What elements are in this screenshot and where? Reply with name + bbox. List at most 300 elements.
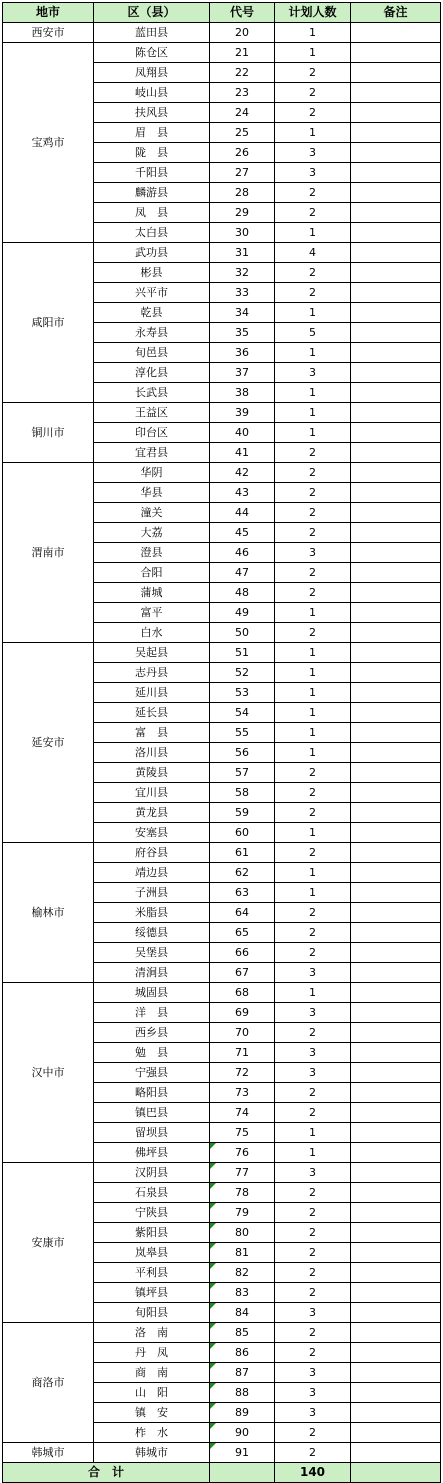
county-cell[interactable]: 勉 县 — [94, 1043, 210, 1063]
note-cell[interactable] — [351, 323, 441, 343]
county-cell[interactable]: 略阳县 — [94, 1083, 210, 1103]
plan-cell[interactable]: 1 — [275, 423, 351, 443]
county-cell[interactable]: 府谷县 — [94, 843, 210, 863]
code-cell[interactable]: 61 — [210, 843, 275, 863]
plan-cell[interactable]: 1 — [275, 703, 351, 723]
note-cell[interactable] — [351, 643, 441, 663]
note-cell[interactable] — [351, 483, 441, 503]
code-cell[interactable]: 20 — [210, 23, 275, 43]
note-cell[interactable] — [351, 203, 441, 223]
note-cell[interactable] — [351, 803, 441, 823]
code-cell[interactable]: 31 — [210, 243, 275, 263]
county-cell[interactable]: 旬阳县 — [94, 1303, 210, 1323]
code-cell[interactable]: 57 — [210, 763, 275, 783]
plan-cell[interactable]: 2 — [275, 583, 351, 603]
plan-cell[interactable]: 1 — [275, 863, 351, 883]
plan-cell[interactable]: 1 — [275, 983, 351, 1003]
county-cell[interactable]: 旬邑县 — [94, 343, 210, 363]
county-cell[interactable]: 富平 — [94, 603, 210, 623]
city-cell[interactable]: 韩城市 — [3, 1443, 94, 1463]
plan-cell[interactable]: 3 — [275, 1063, 351, 1083]
county-cell[interactable]: 黄龙县 — [94, 803, 210, 823]
county-cell[interactable]: 华阴 — [94, 463, 210, 483]
note-cell[interactable] — [351, 1303, 441, 1323]
plan-cell[interactable]: 1 — [275, 883, 351, 903]
plan-cell[interactable]: 1 — [275, 303, 351, 323]
note-cell[interactable] — [351, 743, 441, 763]
code-cell[interactable]: 37 — [210, 363, 275, 383]
code-cell[interactable]: 77 — [210, 1163, 275, 1183]
code-cell[interactable]: 50 — [210, 623, 275, 643]
county-cell[interactable]: 合阳 — [94, 563, 210, 583]
plan-cell[interactable]: 2 — [275, 103, 351, 123]
note-cell[interactable] — [351, 1443, 441, 1463]
plan-cell[interactable]: 2 — [275, 1263, 351, 1283]
code-cell[interactable]: 67 — [210, 963, 275, 983]
plan-cell[interactable]: 1 — [275, 403, 351, 423]
code-cell[interactable]: 72 — [210, 1063, 275, 1083]
note-cell[interactable] — [351, 1023, 441, 1043]
code-cell[interactable]: 36 — [210, 343, 275, 363]
city-cell[interactable]: 汉中市 — [3, 983, 94, 1163]
plan-cell[interactable]: 1 — [275, 603, 351, 623]
code-cell[interactable]: 45 — [210, 523, 275, 543]
county-cell[interactable]: 志丹县 — [94, 663, 210, 683]
county-cell[interactable]: 城固县 — [94, 983, 210, 1003]
plan-cell[interactable]: 3 — [275, 1383, 351, 1403]
note-cell[interactable] — [351, 1223, 441, 1243]
code-cell[interactable]: 60 — [210, 823, 275, 843]
county-cell[interactable]: 乾县 — [94, 303, 210, 323]
plan-cell[interactable]: 2 — [275, 1203, 351, 1223]
total-value[interactable]: 140 — [275, 1463, 351, 1483]
note-cell[interactable] — [351, 83, 441, 103]
plan-cell[interactable]: 3 — [275, 143, 351, 163]
plan-cell[interactable]: 3 — [275, 1163, 351, 1183]
code-cell[interactable]: 26 — [210, 143, 275, 163]
note-cell[interactable] — [351, 1063, 441, 1083]
county-cell[interactable]: 平利县 — [94, 1263, 210, 1283]
county-cell[interactable]: 澄县 — [94, 543, 210, 563]
code-cell[interactable]: 69 — [210, 1003, 275, 1023]
code-cell[interactable]: 48 — [210, 583, 275, 603]
county-cell[interactable]: 柞 水 — [94, 1423, 210, 1443]
city-cell[interactable]: 铜川市 — [3, 403, 94, 463]
note-cell[interactable] — [351, 823, 441, 843]
county-cell[interactable]: 镇巴县 — [94, 1103, 210, 1123]
plan-cell[interactable]: 2 — [275, 623, 351, 643]
county-cell[interactable]: 凤翔县 — [94, 63, 210, 83]
note-cell[interactable] — [351, 903, 441, 923]
note-cell[interactable] — [351, 43, 441, 63]
plan-cell[interactable]: 2 — [275, 183, 351, 203]
code-cell[interactable]: 27 — [210, 163, 275, 183]
note-cell[interactable] — [351, 1163, 441, 1183]
city-cell[interactable]: 西安市 — [3, 23, 94, 43]
code-cell[interactable]: 52 — [210, 663, 275, 683]
county-cell[interactable]: 王益区 — [94, 403, 210, 423]
county-cell[interactable]: 绥德县 — [94, 923, 210, 943]
code-cell[interactable]: 42 — [210, 463, 275, 483]
note-cell[interactable] — [351, 1423, 441, 1443]
code-cell[interactable]: 34 — [210, 303, 275, 323]
note-cell[interactable] — [351, 563, 441, 583]
plan-cell[interactable]: 2 — [275, 1023, 351, 1043]
plan-cell[interactable]: 2 — [275, 1223, 351, 1243]
code-cell[interactable]: 68 — [210, 983, 275, 1003]
note-cell[interactable] — [351, 363, 441, 383]
note-cell[interactable] — [351, 123, 441, 143]
note-cell[interactable] — [351, 1143, 441, 1163]
code-cell[interactable]: 55 — [210, 723, 275, 743]
plan-cell[interactable]: 1 — [275, 683, 351, 703]
county-cell[interactable]: 商 南 — [94, 1363, 210, 1383]
county-cell[interactable]: 丹 凤 — [94, 1343, 210, 1363]
note-cell[interactable] — [351, 1103, 441, 1123]
plan-cell[interactable]: 2 — [275, 763, 351, 783]
county-cell[interactable]: 陇 县 — [94, 143, 210, 163]
plan-cell[interactable]: 3 — [275, 1043, 351, 1063]
note-cell[interactable] — [351, 983, 441, 1003]
code-cell[interactable]: 90 — [210, 1423, 275, 1443]
county-cell[interactable]: 扶风县 — [94, 103, 210, 123]
plan-cell[interactable]: 1 — [275, 1123, 351, 1143]
plan-cell[interactable]: 2 — [275, 523, 351, 543]
plan-cell[interactable]: 2 — [275, 1083, 351, 1103]
note-cell[interactable] — [351, 763, 441, 783]
note-cell[interactable] — [351, 543, 441, 563]
note-cell[interactable] — [351, 383, 441, 403]
note-cell[interactable] — [351, 1203, 441, 1223]
plan-cell[interactable]: 3 — [275, 543, 351, 563]
county-cell[interactable]: 西乡县 — [94, 1023, 210, 1043]
note-cell[interactable] — [351, 1123, 441, 1143]
code-cell[interactable]: 78 — [210, 1183, 275, 1203]
county-cell[interactable]: 韩城市 — [94, 1443, 210, 1463]
plan-cell[interactable]: 2 — [275, 903, 351, 923]
plan-cell[interactable]: 1 — [275, 823, 351, 843]
code-cell[interactable]: 46 — [210, 543, 275, 563]
county-cell[interactable]: 大荔 — [94, 523, 210, 543]
plan-cell[interactable]: 2 — [275, 1443, 351, 1463]
note-cell[interactable] — [351, 1283, 441, 1303]
code-cell[interactable]: 29 — [210, 203, 275, 223]
note-cell[interactable] — [351, 63, 441, 83]
plan-cell[interactable]: 2 — [275, 203, 351, 223]
plan-cell[interactable]: 4 — [275, 243, 351, 263]
county-cell[interactable]: 麟游县 — [94, 183, 210, 203]
plan-cell[interactable]: 1 — [275, 643, 351, 663]
note-cell[interactable] — [351, 1243, 441, 1263]
county-cell[interactable]: 镇 安 — [94, 1403, 210, 1423]
plan-cell[interactable]: 2 — [275, 943, 351, 963]
plan-cell[interactable]: 1 — [275, 43, 351, 63]
city-cell[interactable]: 宝鸡市 — [3, 43, 94, 243]
note-cell[interactable] — [351, 923, 441, 943]
county-cell[interactable]: 清涧县 — [94, 963, 210, 983]
county-cell[interactable]: 汉阴县 — [94, 1163, 210, 1183]
note-cell[interactable] — [351, 263, 441, 283]
code-cell[interactable]: 49 — [210, 603, 275, 623]
note-cell[interactable] — [351, 1403, 441, 1423]
plan-cell[interactable]: 3 — [275, 963, 351, 983]
note-cell[interactable] — [351, 23, 441, 43]
plan-cell[interactable]: 2 — [275, 783, 351, 803]
plan-cell[interactable]: 3 — [275, 1363, 351, 1383]
code-cell[interactable]: 64 — [210, 903, 275, 923]
note-cell[interactable] — [351, 723, 441, 743]
county-cell[interactable]: 兴平市 — [94, 283, 210, 303]
county-cell[interactable]: 吴堡县 — [94, 943, 210, 963]
plan-cell[interactable]: 1 — [275, 383, 351, 403]
note-cell[interactable] — [351, 523, 441, 543]
plan-cell[interactable]: 2 — [275, 803, 351, 823]
code-cell[interactable]: 81 — [210, 1243, 275, 1263]
plan-cell[interactable]: 2 — [275, 923, 351, 943]
code-cell[interactable]: 80 — [210, 1223, 275, 1243]
note-cell[interactable] — [351, 843, 441, 863]
code-cell[interactable]: 39 — [210, 403, 275, 423]
county-cell[interactable]: 眉 县 — [94, 123, 210, 143]
code-cell[interactable]: 32 — [210, 263, 275, 283]
note-cell[interactable] — [351, 1323, 441, 1343]
plan-cell[interactable]: 2 — [275, 463, 351, 483]
code-cell[interactable]: 65 — [210, 923, 275, 943]
plan-cell[interactable]: 1 — [275, 663, 351, 683]
note-cell[interactable] — [351, 783, 441, 803]
note-cell[interactable] — [351, 703, 441, 723]
note-cell[interactable] — [351, 963, 441, 983]
code-cell[interactable]: 25 — [210, 123, 275, 143]
note-cell[interactable] — [351, 183, 441, 203]
code-cell[interactable]: 22 — [210, 63, 275, 83]
code-cell[interactable]: 79 — [210, 1203, 275, 1223]
code-cell[interactable]: 85 — [210, 1323, 275, 1343]
county-cell[interactable]: 淳化县 — [94, 363, 210, 383]
note-cell[interactable] — [351, 943, 441, 963]
note-cell[interactable] — [351, 1363, 441, 1383]
code-cell[interactable]: 59 — [210, 803, 275, 823]
plan-cell[interactable]: 2 — [275, 283, 351, 303]
plan-cell[interactable]: 1 — [275, 1143, 351, 1163]
county-cell[interactable]: 靖边县 — [94, 863, 210, 883]
note-cell[interactable] — [351, 243, 441, 263]
code-cell[interactable]: 44 — [210, 503, 275, 523]
code-cell[interactable]: 43 — [210, 483, 275, 503]
code-cell[interactable]: 51 — [210, 643, 275, 663]
plan-cell[interactable]: 2 — [275, 483, 351, 503]
note-cell[interactable] — [351, 583, 441, 603]
plan-cell[interactable]: 1 — [275, 723, 351, 743]
code-cell[interactable]: 84 — [210, 1303, 275, 1323]
code-cell[interactable]: 40 — [210, 423, 275, 443]
county-cell[interactable]: 岐山县 — [94, 83, 210, 103]
code-cell[interactable]: 21 — [210, 43, 275, 63]
code-cell[interactable]: 75 — [210, 1123, 275, 1143]
county-cell[interactable]: 蒲城 — [94, 583, 210, 603]
total-label[interactable]: 合 计 — [3, 1463, 210, 1483]
plan-cell[interactable]: 2 — [275, 1343, 351, 1363]
plan-cell[interactable]: 2 — [275, 1243, 351, 1263]
note-cell[interactable] — [351, 1083, 441, 1103]
county-cell[interactable]: 镇坪县 — [94, 1283, 210, 1303]
plan-cell[interactable]: 3 — [275, 1003, 351, 1023]
county-cell[interactable]: 永寿县 — [94, 323, 210, 343]
code-cell[interactable]: 83 — [210, 1283, 275, 1303]
plan-cell[interactable]: 3 — [275, 1403, 351, 1423]
county-cell[interactable]: 紫阳县 — [94, 1223, 210, 1243]
code-cell[interactable]: 89 — [210, 1403, 275, 1423]
code-cell[interactable]: 58 — [210, 783, 275, 803]
note-cell[interactable] — [351, 663, 441, 683]
code-cell[interactable]: 56 — [210, 743, 275, 763]
plan-cell[interactable]: 5 — [275, 323, 351, 343]
code-cell[interactable]: 41 — [210, 443, 275, 463]
county-cell[interactable]: 留坝县 — [94, 1123, 210, 1143]
city-cell[interactable]: 渭南市 — [3, 463, 94, 643]
county-cell[interactable]: 佛坪县 — [94, 1143, 210, 1163]
code-cell[interactable]: 76 — [210, 1143, 275, 1163]
county-cell[interactable]: 子洲县 — [94, 883, 210, 903]
note-cell[interactable] — [351, 303, 441, 323]
county-cell[interactable]: 宁陕县 — [94, 1203, 210, 1223]
county-cell[interactable]: 延川县 — [94, 683, 210, 703]
plan-cell[interactable]: 2 — [275, 63, 351, 83]
county-cell[interactable]: 宜川县 — [94, 783, 210, 803]
note-cell[interactable] — [351, 143, 441, 163]
county-cell[interactable]: 富 县 — [94, 723, 210, 743]
note-cell[interactable] — [351, 443, 441, 463]
code-cell[interactable]: 87 — [210, 1363, 275, 1383]
note-cell[interactable] — [351, 423, 441, 443]
county-cell[interactable]: 凤 县 — [94, 203, 210, 223]
code-cell[interactable]: 30 — [210, 223, 275, 243]
code-cell[interactable]: 24 — [210, 103, 275, 123]
county-cell[interactable]: 千阳县 — [94, 163, 210, 183]
code-cell[interactable]: 54 — [210, 703, 275, 723]
plan-cell[interactable]: 2 — [275, 563, 351, 583]
plan-cell[interactable]: 1 — [275, 123, 351, 143]
county-cell[interactable]: 山 阳 — [94, 1383, 210, 1403]
note-cell[interactable] — [351, 223, 441, 243]
code-cell[interactable]: 35 — [210, 323, 275, 343]
code-cell[interactable]: 38 — [210, 383, 275, 403]
county-cell[interactable]: 洛 南 — [94, 1323, 210, 1343]
plan-cell[interactable]: 2 — [275, 263, 351, 283]
county-cell[interactable]: 石泉县 — [94, 1183, 210, 1203]
county-cell[interactable]: 陈仓区 — [94, 43, 210, 63]
code-cell[interactable]: 86 — [210, 1343, 275, 1363]
city-cell[interactable]: 榆林市 — [3, 843, 94, 983]
code-cell[interactable]: 82 — [210, 1263, 275, 1283]
county-cell[interactable]: 太白县 — [94, 223, 210, 243]
city-cell[interactable]: 延安市 — [3, 643, 94, 843]
plan-cell[interactable]: 2 — [275, 1423, 351, 1443]
note-cell[interactable] — [351, 603, 441, 623]
county-cell[interactable]: 华县 — [94, 483, 210, 503]
note-cell[interactable] — [351, 463, 441, 483]
plan-cell[interactable]: 2 — [275, 83, 351, 103]
note-cell[interactable] — [351, 503, 441, 523]
county-cell[interactable]: 宁强县 — [94, 1063, 210, 1083]
note-cell[interactable] — [351, 1003, 441, 1023]
code-cell[interactable]: 73 — [210, 1083, 275, 1103]
plan-cell[interactable]: 2 — [275, 1103, 351, 1123]
county-cell[interactable]: 潼关 — [94, 503, 210, 523]
county-cell[interactable]: 蓝田县 — [94, 23, 210, 43]
city-cell[interactable]: 商洛市 — [3, 1323, 94, 1443]
note-cell[interactable] — [351, 683, 441, 703]
plan-cell[interactable]: 1 — [275, 23, 351, 43]
note-cell[interactable] — [351, 403, 441, 423]
plan-cell[interactable]: 2 — [275, 1283, 351, 1303]
code-cell[interactable]: 28 — [210, 183, 275, 203]
city-cell[interactable]: 安康市 — [3, 1163, 94, 1323]
code-cell[interactable]: 66 — [210, 943, 275, 963]
code-cell[interactable]: 33 — [210, 283, 275, 303]
note-cell[interactable] — [351, 883, 441, 903]
plan-cell[interactable]: 2 — [275, 1183, 351, 1203]
county-cell[interactable]: 黄陵县 — [94, 763, 210, 783]
county-cell[interactable]: 宜君县 — [94, 443, 210, 463]
code-cell[interactable]: 53 — [210, 683, 275, 703]
plan-cell[interactable]: 1 — [275, 343, 351, 363]
plan-cell[interactable]: 1 — [275, 743, 351, 763]
county-cell[interactable]: 岚皋县 — [94, 1243, 210, 1263]
plan-cell[interactable]: 2 — [275, 1323, 351, 1343]
county-cell[interactable]: 长武县 — [94, 383, 210, 403]
code-cell[interactable]: 62 — [210, 863, 275, 883]
code-cell[interactable]: 88 — [210, 1383, 275, 1403]
code-cell[interactable]: 70 — [210, 1023, 275, 1043]
plan-cell[interactable]: 1 — [275, 223, 351, 243]
county-cell[interactable]: 洋 县 — [94, 1003, 210, 1023]
plan-cell[interactable]: 2 — [275, 843, 351, 863]
code-cell[interactable]: 63 — [210, 883, 275, 903]
note-cell[interactable] — [351, 623, 441, 643]
plan-cell[interactable]: 2 — [275, 443, 351, 463]
note-cell[interactable] — [351, 1263, 441, 1283]
code-cell[interactable]: 23 — [210, 83, 275, 103]
note-cell[interactable] — [351, 1383, 441, 1403]
note-cell[interactable] — [351, 163, 441, 183]
total-spacer[interactable] — [210, 1463, 275, 1483]
note-cell[interactable] — [351, 1183, 441, 1203]
note-cell[interactable] — [351, 103, 441, 123]
plan-cell[interactable]: 3 — [275, 1303, 351, 1323]
plan-cell[interactable]: 2 — [275, 503, 351, 523]
plan-cell[interactable]: 3 — [275, 363, 351, 383]
code-cell[interactable]: 74 — [210, 1103, 275, 1123]
total-note[interactable] — [351, 1463, 441, 1483]
note-cell[interactable] — [351, 1343, 441, 1363]
county-cell[interactable]: 米脂县 — [94, 903, 210, 923]
note-cell[interactable] — [351, 283, 441, 303]
county-cell[interactable]: 延长县 — [94, 703, 210, 723]
county-cell[interactable]: 白水 — [94, 623, 210, 643]
code-cell[interactable]: 71 — [210, 1043, 275, 1063]
note-cell[interactable] — [351, 343, 441, 363]
city-cell[interactable]: 咸阳市 — [3, 243, 94, 403]
plan-cell[interactable]: 3 — [275, 163, 351, 183]
county-cell[interactable]: 吴起县 — [94, 643, 210, 663]
code-cell[interactable]: 47 — [210, 563, 275, 583]
county-cell[interactable]: 印台区 — [94, 423, 210, 443]
county-cell[interactable]: 彬县 — [94, 263, 210, 283]
county-cell[interactable]: 安塞县 — [94, 823, 210, 843]
code-cell[interactable]: 91 — [210, 1443, 275, 1463]
note-cell[interactable] — [351, 863, 441, 883]
